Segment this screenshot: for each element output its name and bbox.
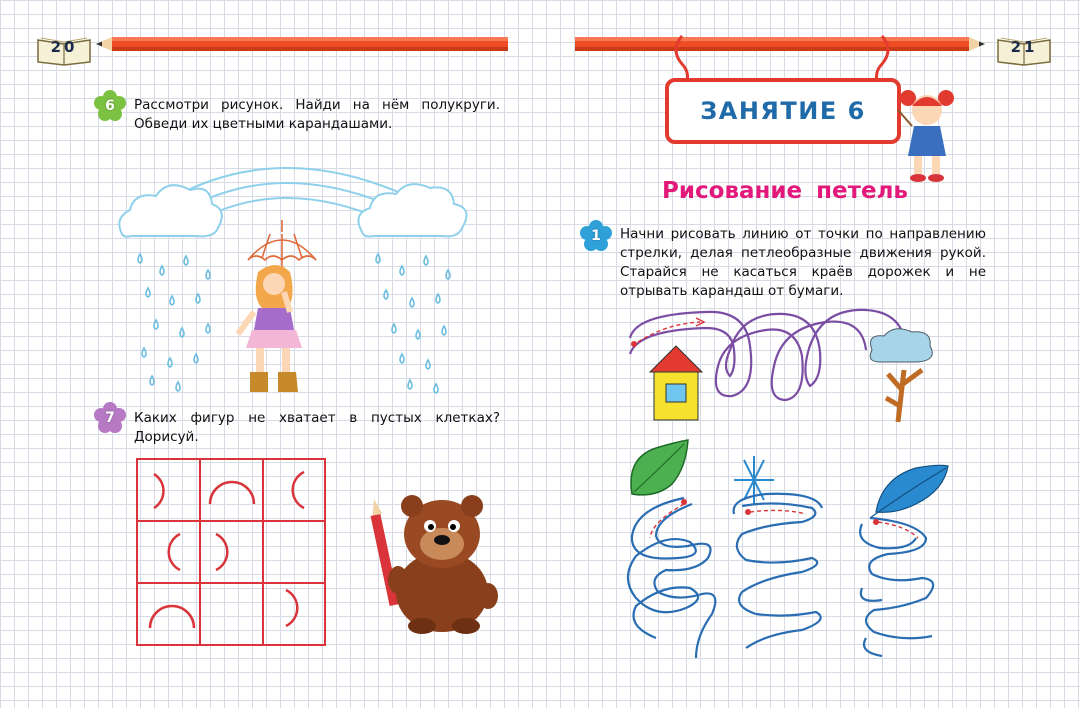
semicircle-shapes (150, 472, 304, 628)
task-7-badge (94, 402, 126, 434)
cloud-left (119, 185, 222, 236)
task-6-number: 6 (105, 98, 115, 114)
girl-with-umbrella (238, 265, 302, 392)
bear-with-pencil-illustration (376, 488, 500, 636)
leaf-icon (631, 440, 688, 495)
pencil-decoration-left (96, 36, 508, 52)
tree-icon (870, 329, 932, 422)
feather-icon (870, 465, 948, 518)
task-6-text: Рассмотри рисунок. Найди на нём полукруги. Обведи их цветными карандашами. (134, 97, 500, 132)
shapes-grid-puzzle (136, 458, 326, 646)
blue-spiral-tracks (626, 438, 952, 660)
cloud-right (358, 184, 466, 236)
task-1-text: Начни рисовать линию от точки по направлению стрелки, делая петлеобразные движения рукой. Старайся не касаться краёв дорожек и не отрывать карандаш от бумаги. (620, 226, 986, 299)
task-1-badge (580, 220, 612, 252)
task-7-text: Каких фигур не хватает в пустых клетках? Дорисуй. (134, 410, 500, 445)
lesson-title: ЗАНЯТИЕ 6 (665, 78, 901, 144)
task-6-badge (94, 90, 126, 122)
house-icon (650, 346, 702, 420)
page-number-left: 20 (36, 34, 92, 66)
purple-loop-track (626, 306, 946, 430)
lesson-subtitle: Рисование петель (662, 178, 908, 204)
page-number-right: 21 (996, 34, 1052, 66)
pointer-stick (898, 110, 912, 126)
rainbow-clouds-illustration (112, 148, 492, 398)
task-1-number: 1 (591, 228, 601, 244)
girl-pointer-illustration (898, 86, 958, 186)
task-7-number: 7 (105, 410, 115, 426)
